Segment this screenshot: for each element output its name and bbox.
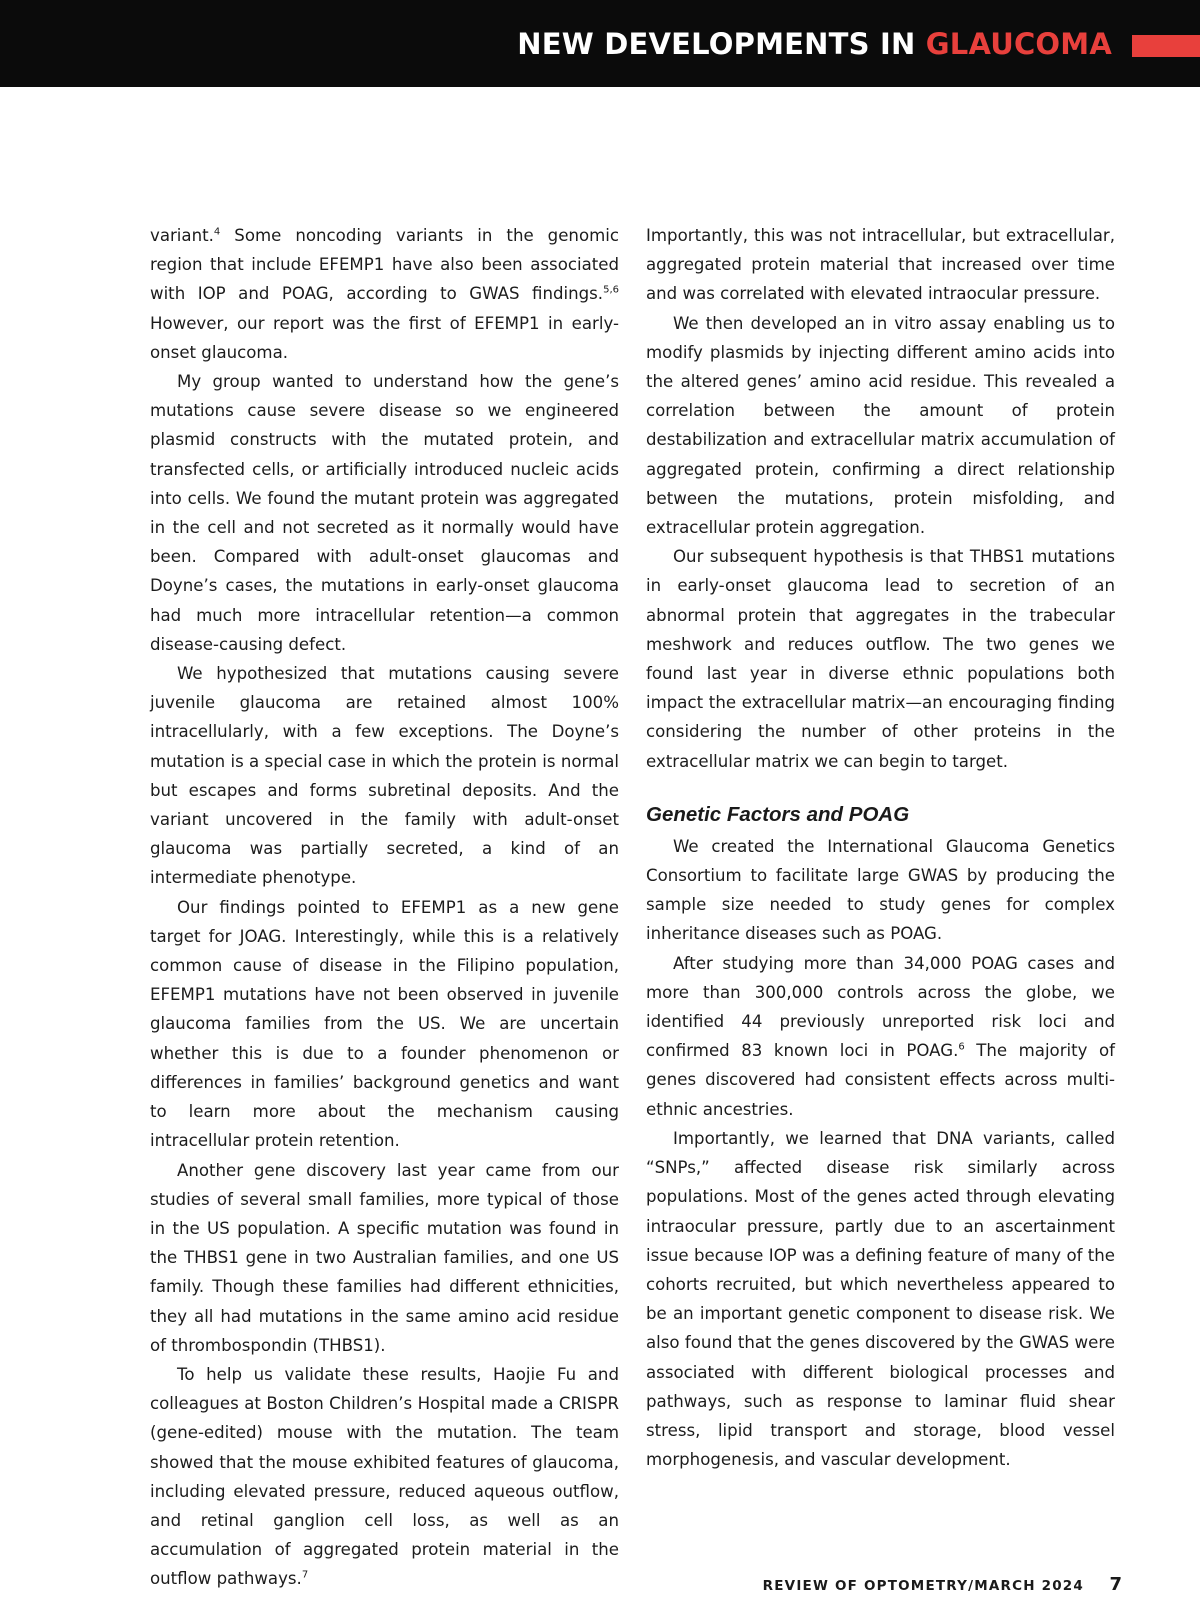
section-heading: Genetic Factors and POAG <box>646 802 910 826</box>
citation-superscript: 5,6 <box>603 284 619 296</box>
right-column <box>646 221 1115 1474</box>
text-run: To help us validate these results, Haojie Fu and colleagues at Boston Children’s Hospital made a CRISPR (gene-edited) mouse with the mutation. The team showed that the mouse exhibited features of glaucoma, including elevated pressure, reduced aqueous outflow, and retinal ganglion cell loss, as well as an accumulation of aggregated protein material in the outflow pathways. <box>150 1364 619 1589</box>
paragraph: Our subsequent hypothesis is that THBS1 mutations in early-onset glaucoma lead to secretion of an abnormal protein that aggregates in the trabecular meshwork and reduces outflow. The two genes we found last year in diverse ethnic populations both impact the extracellular matrix—an encouraging finding considering the number of other proteins in the extracellular matrix we can begin to target. <box>646 547 1115 771</box>
header-bar <box>0 0 1200 87</box>
paragraph: Importantly, we learned that DNA variants, called “SNPs,” affected disease risk similarly across populations. Most of the genes acted through elevating intraocular pressure, partly due to an ascertainment issue because IOP was a defining feature of many of the cohorts recruited, but which nevertheless appeared to be an important genetic component to disease risk. We also found that the genes discovered by the GWAS were associated with different biological processes and pathways, such as response to laminar fluid shear stress, lipid transport and storage, blood vessel morphogenesis, and vascular development. <box>646 1128 1115 1470</box>
paragraph <box>646 949 1115 1124</box>
paragraph: Another gene discovery last year came from our studies of several small families, more typical of those in the US population. A specific mutation was found in the THBS1 gene in two Australian families, and one US family. Though these families had different ethnicities, they all had mutations in the same amino acid residue of thrombospondin (THBS1). <box>150 1160 619 1355</box>
page-footer <box>0 1574 1200 1602</box>
section-title <box>517 26 1112 62</box>
text-run: However, our report was the first of EFEMP1 in early-onset glaucoma. <box>150 313 619 362</box>
left-column <box>150 221 619 1594</box>
citation-superscript: 7 <box>301 1569 309 1581</box>
page-number: 7 <box>1109 1574 1122 1595</box>
paragraph: My group wanted to understand how the gene’s mutations cause severe disease so we engineered plasmid constructs with the mutated protein, and transfected cells, or artificially introduced nucleic acids into cells. We found the mutant protein was aggregated in the cell and not secreted as it normally would have been. Compared with adult-onset glaucomas and Doyne’s cases, the mutations in early-onset glaucoma had much more intracellular retention—a common disease-causing defect. <box>150 372 619 654</box>
header-accent-stripe <box>1132 35 1200 57</box>
paragraph: We hypothesized that mutations causing severe juvenile glaucoma are retained almost 100% intracellularly, with a few exceptions. The Doyne’s mutation is a special case in which the protein is normal but escapes and forms subretinal deposits. And the variant uncovered in the family with adult-onset glaucoma was partially secreted, a kind of an intermediate phenotype. <box>150 664 619 888</box>
paragraph <box>150 221 619 367</box>
paragraph: Our findings pointed to EFEMP1 as a new gene target for JOAG. Interestingly, while this is a relatively common cause of disease in the Filipino population, EFEMP1 mutations have not been observed in juvenile glaucoma families from the US. We are uncertain whether this is due to a founder phenomenon or differences in families’ background genetics and want to learn more about the mechanism causing intracellular protein retention. <box>150 897 619 1151</box>
paragraph: We created the International Glaucoma Genetics Consortium to facilitate large GWAS by producing the sample size needed to study genes for complex inheritance diseases such as POAG. <box>646 836 1115 944</box>
citation-superscript: 6 <box>958 1041 965 1053</box>
text-run: The majority of genes discovered had consistent effects across multi-ethnic ancestries. <box>646 1041 1115 1119</box>
text-run: variant. <box>150 226 214 245</box>
paragraph: Importantly, this was not intracellular, but extracellular, aggregated protein material that increased over time and was correlated with elevated intraocular pressure. <box>646 226 1115 304</box>
citation-superscript: 4 <box>213 226 221 238</box>
section-title-accent: GLAUCOMA <box>925 27 1112 61</box>
journal-issue: REVIEW OF OPTOMETRY/MARCH 2024 <box>762 1578 1084 1594</box>
text-run: After studying more than 34,000 POAG cases and more than 300,000 controls across the globe, we identified 44 previously unreported risk loci and confirmed 83 known loci in POAG. <box>646 953 1115 1061</box>
paragraph <box>150 1360 619 1594</box>
text-run: Some noncoding variants in the genomic region that include EFEMP1 have also been associated with IOP and POAG, according to GWAS findings. <box>150 226 619 304</box>
paragraph: We then developed an in vitro assay enabling us to modify plasmids by injecting different amino acids into the altered genes’ amino acid residue. This revealed a correlation between the amount of protein destabilization and extracellular matrix accumulation of aggregated protein, confirming a direct relationship between the mutations, protein misfolding, and extracellular protein aggregation. <box>646 313 1115 538</box>
section-title-main: NEW DEVELOPMENTS IN <box>517 27 926 61</box>
